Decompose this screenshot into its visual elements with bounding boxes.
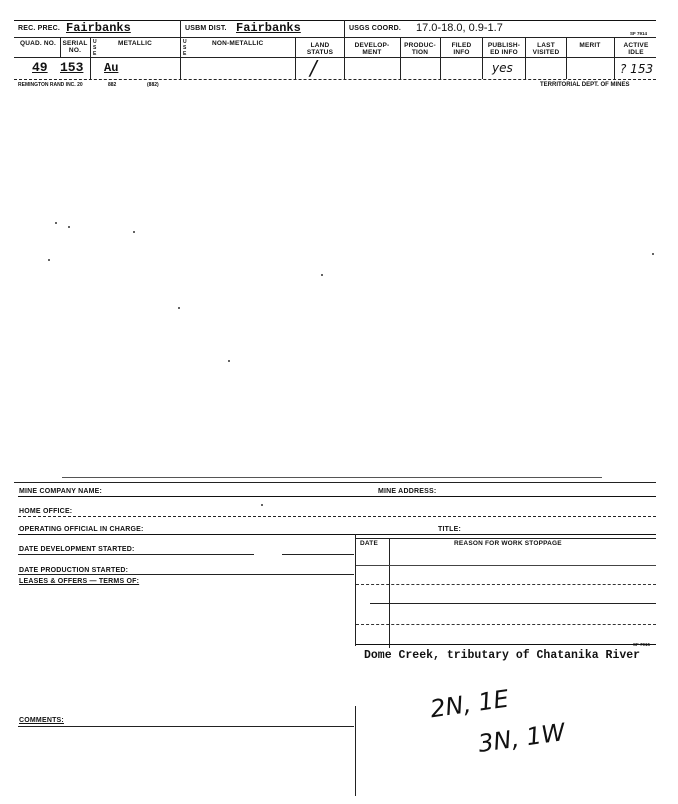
row-land-status: / [310,56,317,80]
rec-prec-label: REC. PREC. [18,25,61,32]
header-divider [14,37,656,38]
reason-column-label: REASON FOR WORK STOPPAGE [454,540,562,547]
mine-address-label: MINE ADDRESS: [378,488,437,495]
col-land-status: LAND STATUS [306,42,334,56]
usgs-coord-value: 17.0-18.0, 0.9-1.7 [416,22,503,34]
date-prod-started-label: DATE PRODUCTION STARTED: [19,567,129,574]
printer-credit: REMINGTON RAND INC. 20 [18,82,83,88]
col-filed-info: FILED INFO [451,42,472,56]
dept-name: TERRITORIAL DEPT. OF MINES [540,82,630,88]
operating-official-label: OPERATING OFFICIAL IN CHARGE: [19,526,144,533]
home-office-label: HOME OFFICE: [19,508,73,515]
form-number-bottom: SF 7915 [633,642,651,647]
col-metallic: METALLIC [118,40,152,47]
usbm-dist-value: Fairbanks [236,21,301,35]
code-2: (882) [147,82,159,88]
code-1: 882 [108,82,117,88]
col-published-info: PUBLISH- ED INFO [487,42,521,56]
col-merit: MERIT [579,42,601,49]
date-column-label: DATE [360,540,379,547]
title-label: TITLE: [438,526,461,533]
col-development: DEVELOP- MENT [354,42,390,56]
col-last-visited: LAST VISITED [532,42,560,56]
col-use-left: U S E [93,39,97,57]
usbm-dist-label: USBM DIST. [185,25,227,32]
handwritten-line-1: 2N, 1E [428,684,511,724]
row-quad: 49 [32,60,48,75]
row-active-idle: ? 153 [620,62,654,76]
col-use-right: U S E [183,39,187,57]
rec-prec-value: Fairbanks [66,21,131,35]
data-row-bottom [14,79,656,80]
mine-company-name-label: MINE COMPANY NAME: [19,488,103,495]
location-note: Dome Creek, tributary of Chatanika River [364,649,641,662]
col-production: PRODUC- TION [404,42,436,56]
date-dev-started-label: DATE DEVELOPMENT STARTED: [19,546,135,553]
col-quad-no: QUAD. NO. [19,40,57,47]
column-head-divider [14,57,656,58]
row-metallic: Au [104,61,119,75]
col-serial-no: SERIAL NO. [62,40,88,54]
row-serial: 153 [60,60,84,75]
col-non-metallic: NON-METALLIC [212,40,264,47]
handwritten-line-2: 3N, 1W [476,718,568,758]
comments-label: COMMENTS: [19,717,64,724]
row-published-info: yes [492,61,513,75]
usgs-coord-label: USGS COORD. [349,25,401,32]
col-active-idle: ACTIVE IDLE [623,42,649,56]
leases-offers-label: LEASES & OFFERS — TERMS OF: [19,578,140,585]
form-number-top: SF 7914 [630,31,648,36]
